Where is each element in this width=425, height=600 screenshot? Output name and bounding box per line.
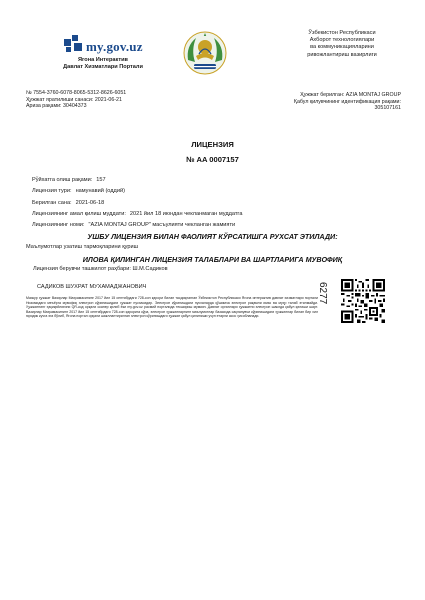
document-meta [26,90,126,110]
field-registry-value: 157 [96,177,106,183]
portal-url[interactable]: my.gov.uz [86,39,143,54]
serial-number: 6277 [317,282,328,305]
license-number: № AA 0007157 [186,155,239,164]
activity-text: Маълумотлар узатиш тармоқларини қуриш [26,244,139,250]
portal-subtitle-line-2: Давлат Хизматлари Портали [63,64,143,70]
field-owner-value: "AZIA MONTAJ GROUP" масъулияти чекланган жамияти [88,222,236,228]
field-owner [32,222,235,228]
ministry-line-4: ривожлантириш вазирлиги [307,51,377,58]
sub-heading: ИЛОВА ҚИЛИНГАН ЛИЦЕНЗИЯ ТАЛАБЛАРИ ВА ШАРТЛАРИГА МУВОФИҚ [82,255,343,264]
field-date [32,200,104,206]
recipient-name: Ҳужжат берилган: AZIA MONTAJ GROUP [300,92,401,98]
document-number: № 7554-3760-6078-8065-5312-8626-6051 [26,90,127,96]
head-line: Лицензия берувчи ташкилот раҳбари: Ш.М.Садиков [33,266,168,272]
ministry-line-2: Ахборот технологиялари [309,37,375,44]
field-owner-label: Лицензиянинг номи: [32,222,85,228]
ministry-line-1: Ўзбекистон Республикаси [308,30,376,36]
field-validity-value: 2021 йил 18 июндан чекланмаган муддатга [129,211,243,217]
ministry-line-3: ва коммуникацияларини [310,44,374,51]
field-validity-label: Лицензиянинг амал қилиш муддати: [32,211,126,217]
main-heading: УШБУ ЛИЦЕНЗИЯ БИЛАН ФАОЛИЯТ КЎРСАТИШГА РУХСАТ ЭТИЛАДИ: [87,232,338,241]
recipient-meta [266,92,401,112]
portal-logo-icon [62,34,84,54]
portal-subtitle [48,57,158,71]
qr-code-icon[interactable] [341,279,385,323]
license-title: ЛИЦЕНЗИЯ [191,140,234,149]
field-type [32,188,125,194]
state-emblem-icon [182,30,228,76]
field-registry-label: Рўйхатга олиш рақами: [32,177,93,183]
field-validity [32,211,242,217]
legal-footnote: Мазкур ҳужжат Вазирлар Маҳкамасининг 2017 йил 15 сентябрдаги 728-сон қарори билан тасдиқланган Ўзбекистон Республикаси Ягона интерактив давлат хизматлари портали Низомидаги меъёрга мувофиқ электрон кўринишидаги ҳужжат нусхасидир. Электрон кўринишдаги нусхаларда қўшимча электрон рақамли имзо ва муҳр талаб этилмайди. Ҳужжатнинг ҳақиқийлигини QR-код орқали сканер қилиб ёки my.gov.uz расмий порталида текшириш мумкин. Давлат органлари ҳужжатни электрон шаклда қабул қилиши шарт. Вазирлар Маҳкамасининг 2017 йил 15 сентябрдаги 728-сон қарорига кўра, электрон ҳужжатларнинг маълумотлар базасида сақланувчи кўринишидаги ҳужжатлар билан бир хил юридик кучга эга бўлиб, Ягона портал орқали шакллантирилган электрон кўринишдаги ҳужжат қабул қилиниши учун етарли асос ҳисобланади. [26,296,318,319]
recipient-tin: Қабул қилувчининг идентификация рақами: 305107161 [293,98,401,112]
signer-name: САДИКОВ ШУХРАТ МУХАМАДЖАНОВИЧ [37,284,147,290]
field-date-label: Берилган сана: [32,200,72,206]
ministry-name [282,30,402,59]
document-created-date: Ҳужжат яратилиши санаси: 2021-06-21 [26,96,122,103]
portal-subtitle-line-1: Ягона Интерактив [78,57,128,63]
application-number: Ариза рақами: 30404373 [26,103,87,110]
field-registry [32,177,106,183]
field-type-value: намунавий (оддий) [75,188,125,194]
field-type-label: Лицензия тури: [32,188,72,194]
field-date-value: 2021-06-18 [75,200,105,206]
